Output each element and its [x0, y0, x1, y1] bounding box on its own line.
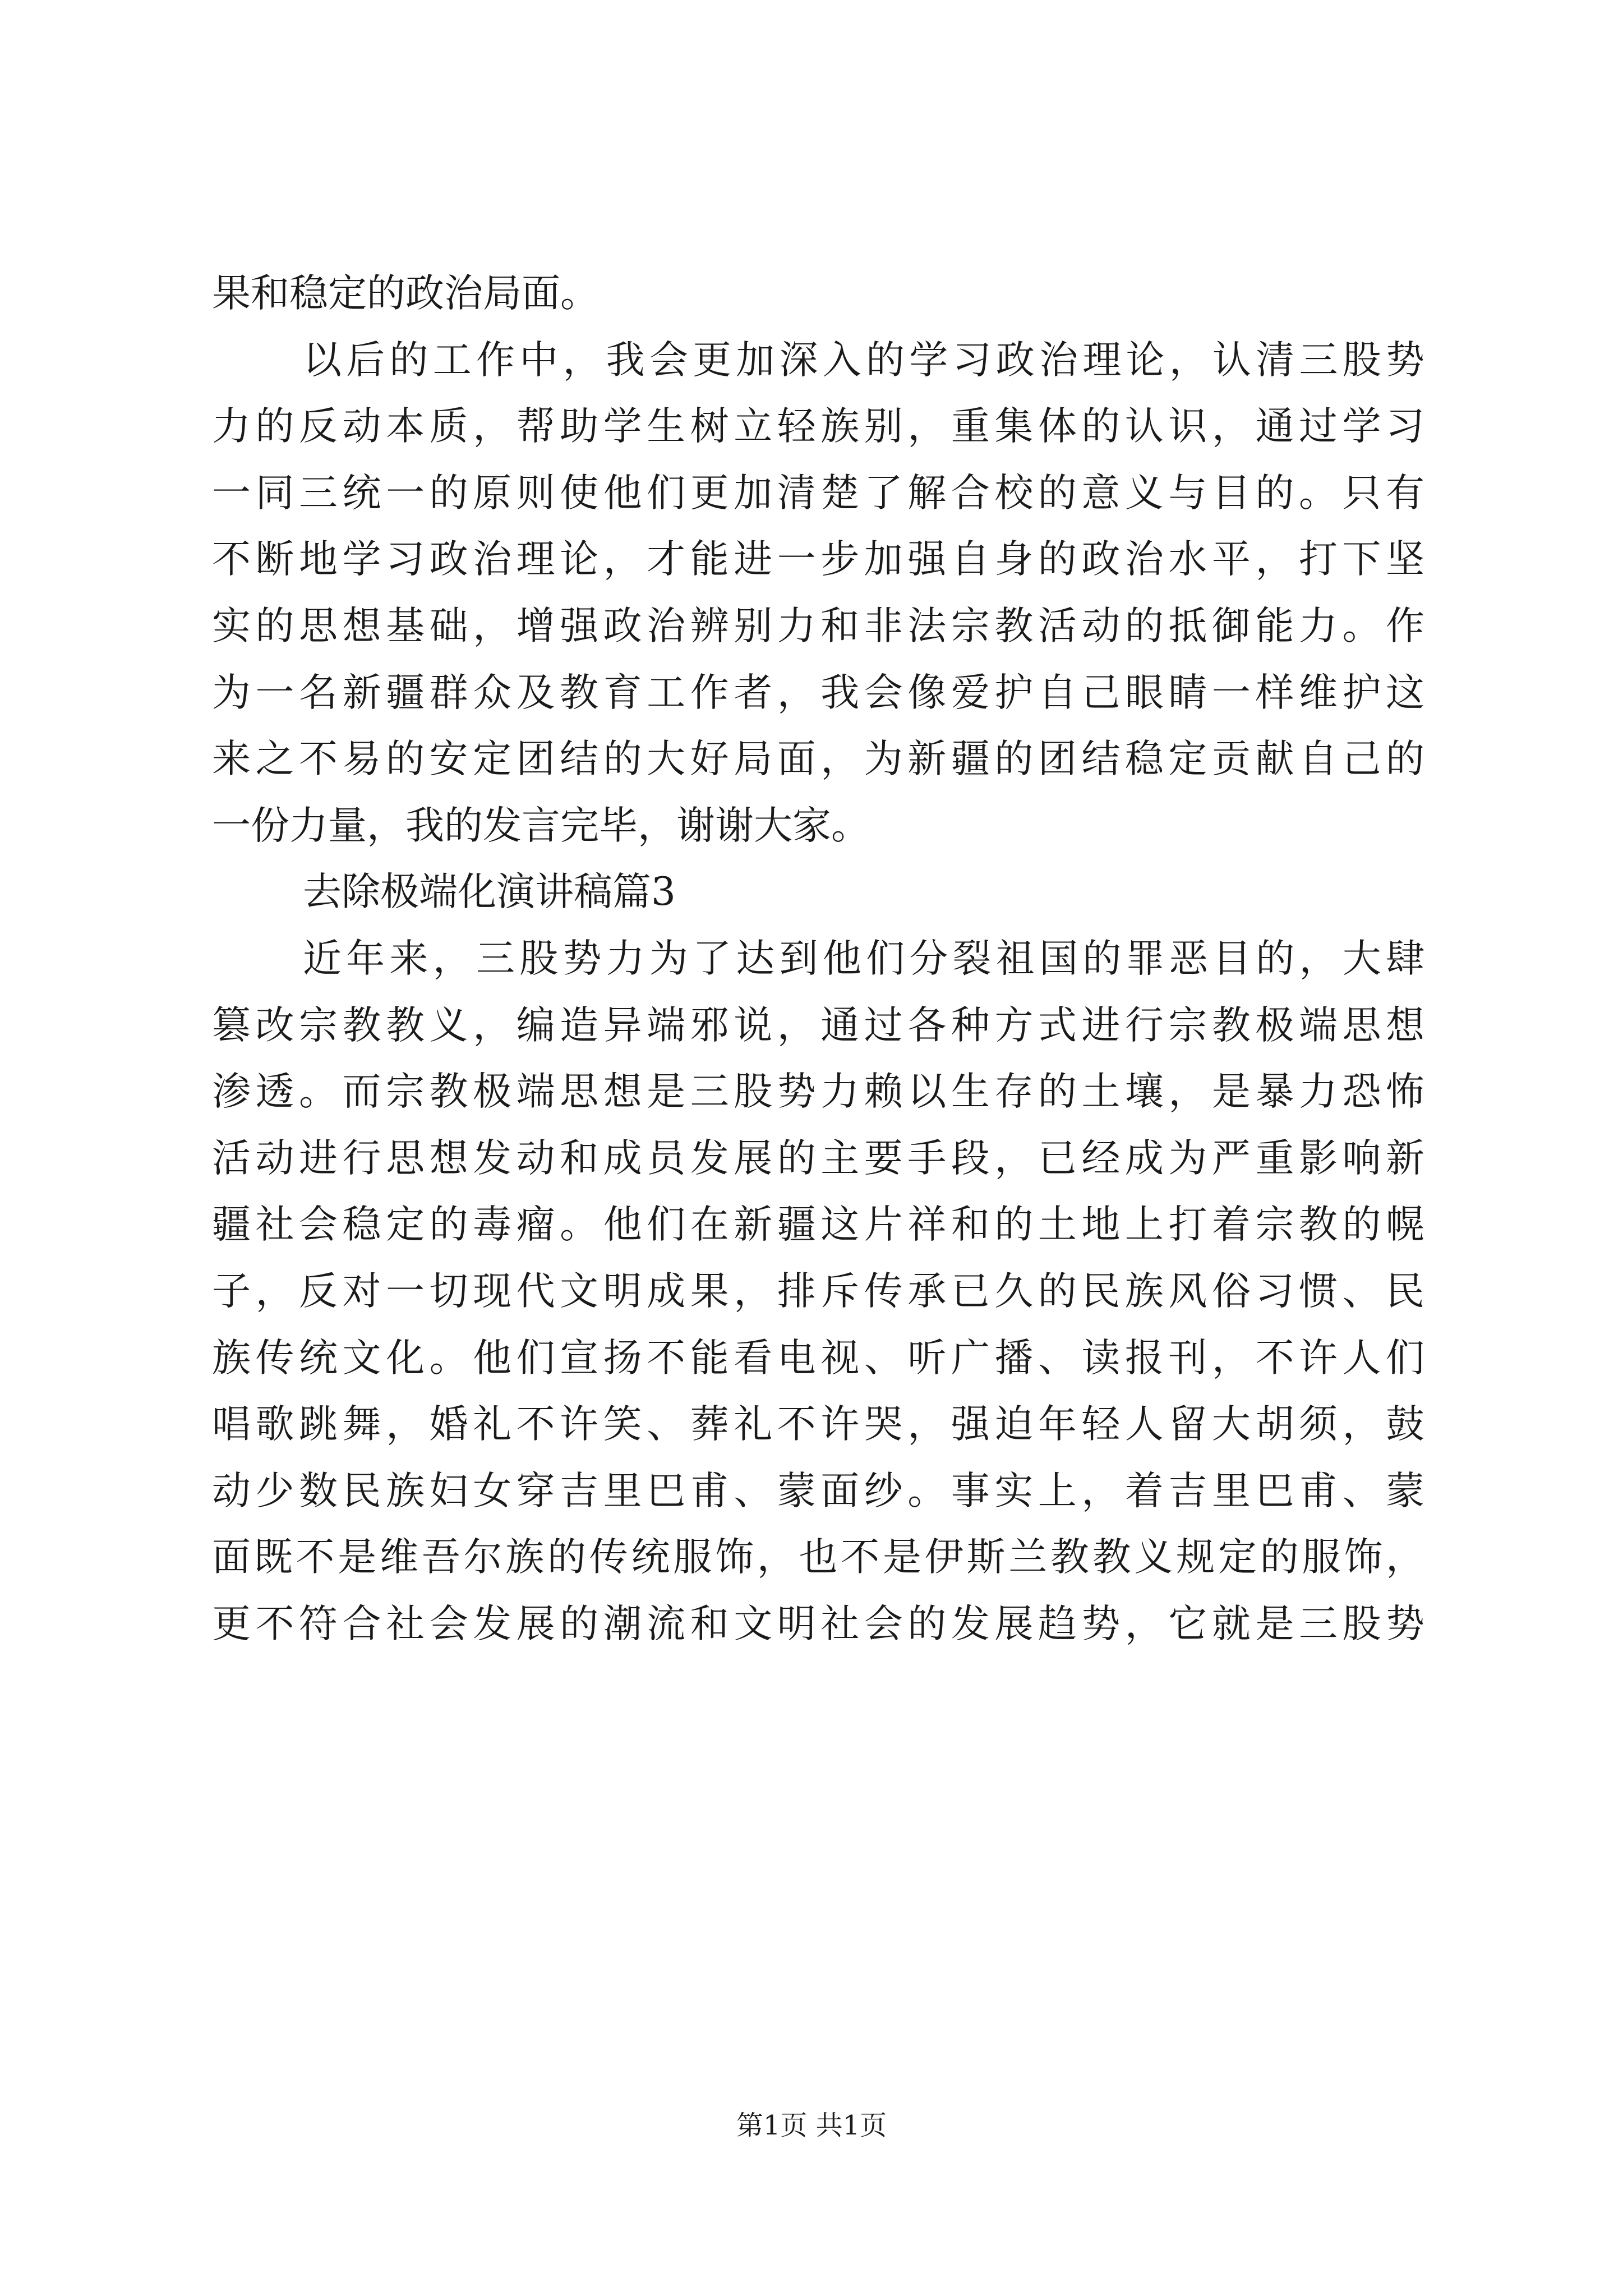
text-line: 实的思想基础，增强政治辨别力和非法宗教活动的抵御能力。作 [212, 603, 1424, 648]
text-line: 唱歌跳舞，婚礼不许笑、葬礼不许哭，强迫年轻人留大胡须，鼓 [212, 1402, 1424, 1447]
text-line: 渗透。而宗教极端思想是三股势力赖以生存的土壤，是暴力恐怖 [212, 1069, 1424, 1115]
text-line: 面既不是维吾尔族的传统服饰，也不是伊斯兰教教义规定的服饰， [212, 1535, 1424, 1580]
text-line: 活动进行思想发动和成员发展的主要手段，已经成为严重影响新 [212, 1135, 1424, 1181]
text-line: 子，反对一切现代文明成果，排斥传承已久的民族风俗习惯、民 [212, 1268, 1424, 1314]
text-line: 更不符合社会发展的潮流和文明社会的发展趋势，它就是三股势 [212, 1601, 1424, 1646]
text-line: 近年来，三股势力为了达到他们分裂祖国的罪恶目的，大肆 [303, 936, 1424, 981]
text-line: 以后的工作中，我会更加深入的学习政治理论，认清三股势 [303, 337, 1424, 383]
text-line: 族传统文化。他们宣扬不能看电视、听广播、读报刊，不许人们 [212, 1335, 1424, 1381]
text-line: 不断地学习政治理论，才能进一步加强自身的政治水平，打下坚 [212, 537, 1424, 582]
text-line: 一份力量，我的发言完毕，谢谢大家。 [212, 803, 870, 848]
section-heading: 去除极端化演讲稿篇3 [303, 869, 676, 915]
body-text [212, 260, 1424, 1657]
text-line: 力的反动本质，帮助学生树立轻族别，重集体的认识，通过学习 [212, 404, 1424, 449]
text-line: 篡改宗教教义，编造异端邪说，通过各种方式进行宗教极端思想 [212, 1002, 1424, 1048]
text-line: 疆社会稳定的毒瘤。他们在新疆这片祥和的土地上打着宗教的幌 [212, 1202, 1424, 1248]
text-line: 动少数民族妇女穿吉里巴甫、蒙面纱。事实上，着吉里巴甫、蒙 [212, 1468, 1424, 1513]
text-line: 果和稳定的政治局面。 [212, 271, 599, 316]
text-line: 来之不易的安定团结的大好局面，为新疆的团结稳定贡献自己的 [212, 737, 1424, 782]
text-line: 为一名新疆群众及教育工作者，我会像爱护自己眼睛一样维护这 [212, 670, 1424, 715]
text-line: 一同三统一的原则使他们更加清楚了解合校的意义与目的。只有 [212, 470, 1424, 516]
page-footer: 第1页 共1页 [736, 2110, 887, 2141]
